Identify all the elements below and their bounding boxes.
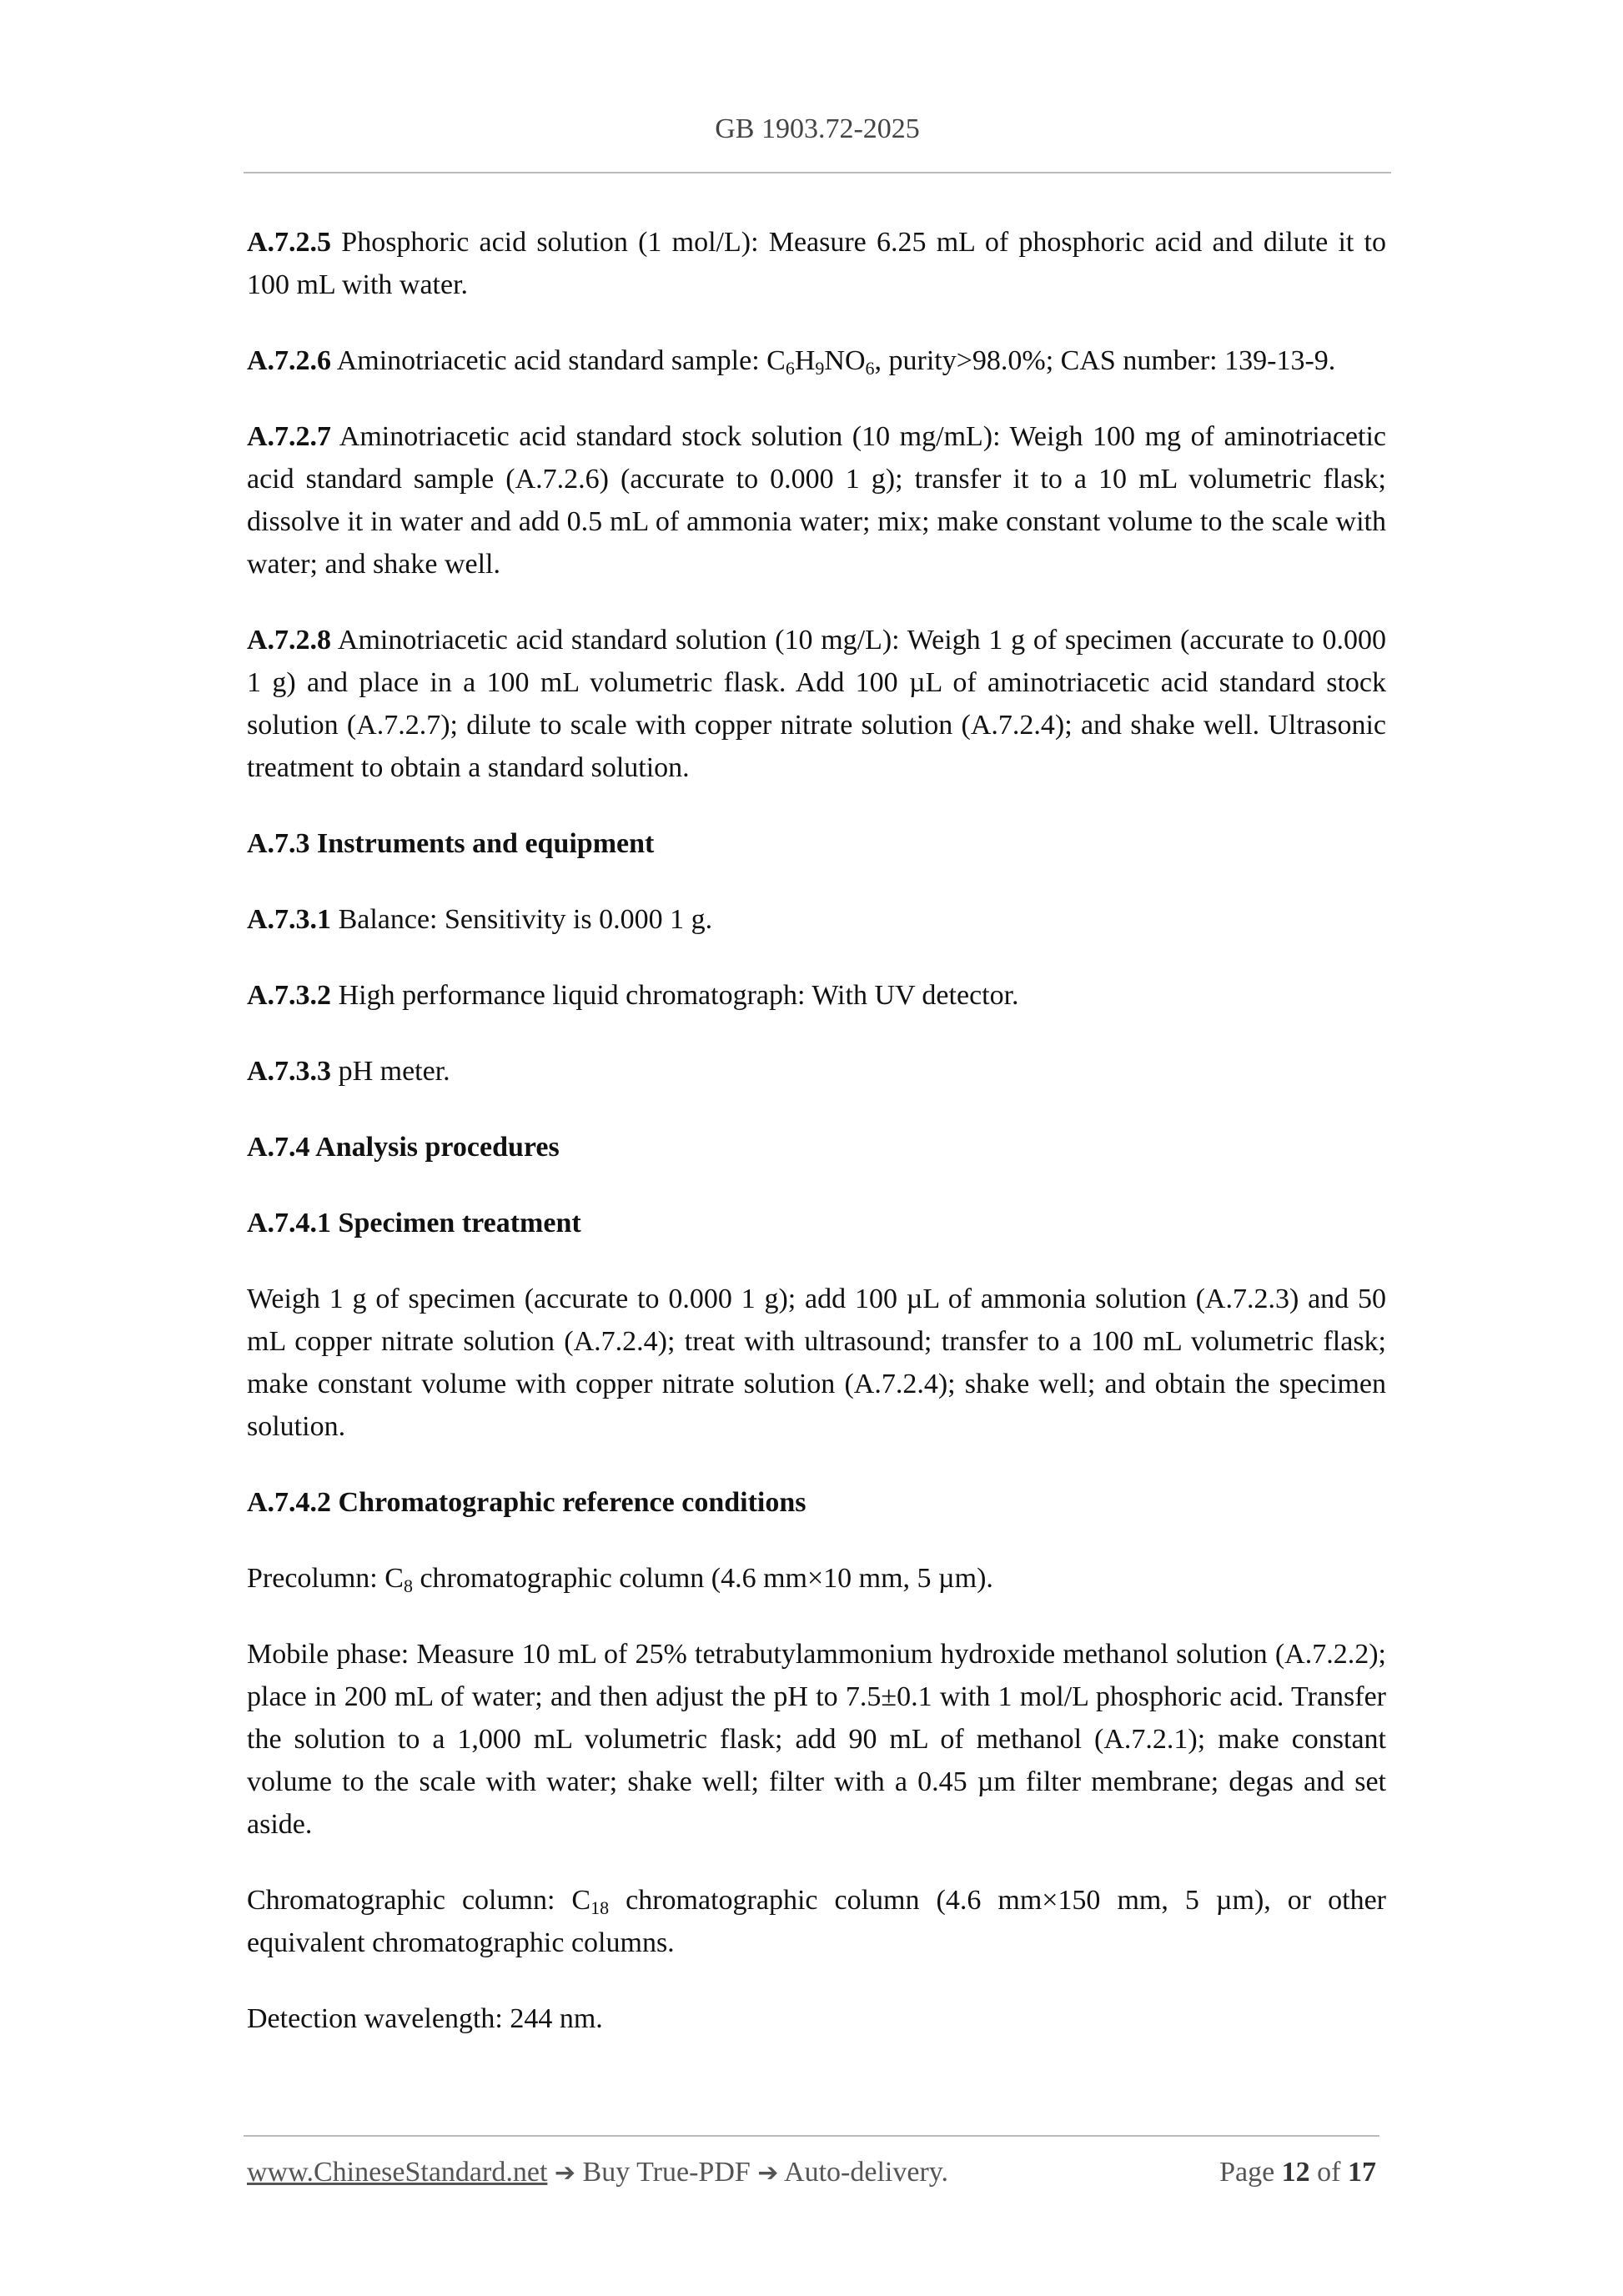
page-label: Page: [1219, 2157, 1275, 2188]
clause-number: A.7.2.8: [247, 625, 332, 656]
arrow-right-icon: ➔: [757, 2158, 779, 2188]
clause-text: High performance liquid chromatograph: With UV detector.: [338, 980, 1019, 1011]
auto-delivery-text: Auto-delivery.: [778, 2157, 949, 2188]
subscript: 9: [815, 358, 825, 379]
clause-text: H: [794, 345, 816, 376]
section-heading-a7-4: A.7.4 Analysis procedures: [247, 1132, 560, 1163]
clause-text: Aminotriacetic acid standard stock solution (10 mg/mL): Weigh 100 mg of aminotriacetic acid standard sample (A.7.2.6) (accurate to 0.000 1 g); transfer it to a 10 mL volumetric flask; dissolve it in water and add 0.5 mL of ammonia water; mix; make constant volume to the scale with water; and shake well.: [247, 421, 1387, 580]
arrow-right-icon: ➔: [554, 2158, 576, 2188]
mobile-phase-text: Mobile phase: Measure 10 mL of 25% tetrabutylammonium hydroxide methanol solution (A.7.2.2); place in 200 mL of water; and then adjust the pH to 7.5±0.1 with 1 mol/L phosphoric acid. Transfer the solution to a 1,000 mL volumetric flask; add 90 mL of methanol (A.7.2.1); make constant volume to the scale with water; shake well; filter with a 0.45 µm filter membrane; degas and set aside.: [247, 1639, 1386, 1840]
subscript: 6: [865, 358, 875, 379]
clause-text: NO: [824, 345, 866, 376]
subscript: 6: [785, 358, 795, 379]
clause-text: chromatographic column (4.6 mm×10 mm, 5 µm).: [412, 1563, 993, 1594]
clause-a7-3-3: [247, 1050, 1386, 1093]
clause-text: Phosphoric acid solution (1 mol/L): Measure 6.25 mL of phosphoric acid and dilute it to 100 mL with water.: [247, 227, 1387, 300]
header-divider: [244, 172, 1391, 173]
clause-a7-3-1: [247, 898, 1386, 941]
wavelength-text: Detection wavelength: 244 nm.: [247, 2003, 603, 2034]
clause-text: , purity>98.0%; CAS number: 139-13-9.: [874, 345, 1336, 376]
clause-text: Aminotriacetic acid standard solution (10 mg/L): Weigh 1 g of specimen (accurate to 0.000 1 g) and place in a 100 mL volumetric flask. Add 100 µL of aminotriacetic acid standard stock solution (A.7.2.7); dilute to scale with copper nitrate solution (A.7.2.4); and shake well. Ultrasonic treatment to obtain a standard solution.: [247, 625, 1386, 783]
subscript: 8: [403, 1575, 413, 1596]
document-body: [247, 221, 1386, 2073]
page-total: 17: [1348, 2157, 1376, 2188]
page-number: 12: [1281, 2157, 1310, 2188]
clause-a7-2-7: [247, 415, 1386, 585]
section-heading-a7-4-2: A.7.4.2 Chromatographic reference conditions: [247, 1487, 806, 1518]
column-text: [247, 1879, 1386, 1964]
buy-true-pdf-text: Buy True-PDF: [575, 2157, 758, 2188]
footer-divider: [244, 2135, 1379, 2137]
clause-a7-2-5: [247, 221, 1386, 306]
clause-number: A.7.2.5: [247, 227, 332, 258]
website-link[interactable]: www.ChineseStandard.net: [247, 2157, 548, 2188]
clause-a7-3-2: [247, 974, 1386, 1017]
clause-text: pH meter.: [338, 1056, 450, 1087]
clause-text: Aminotriacetic acid standard sample: C: [336, 345, 786, 376]
clause-number: A.7.3.1: [247, 904, 332, 935]
section-heading-a7-3: A.7.3 Instruments and equipment: [247, 828, 655, 859]
clause-text: Balance: Sensitivity is 0.000 1 g.: [338, 904, 713, 935]
clause-a7-2-8: [247, 619, 1386, 789]
clause-a7-2-6: [247, 339, 1386, 382]
section-heading-a7-4-1: A.7.4.1 Specimen treatment: [247, 1208, 581, 1238]
footer-links: [247, 2157, 948, 2188]
clause-text: Chromatographic column: C: [247, 1885, 591, 1916]
clause-text: chromatographic column (4.6 mm×150 mm, 5 µm), or other equivalent chromatographic columns.: [247, 1885, 1387, 1958]
clause-number: A.7.2.7: [247, 421, 332, 452]
clause-text: Precolumn: C: [247, 1563, 404, 1594]
clause-number: A.7.2.6: [247, 345, 332, 376]
page-indicator: [1219, 2157, 1376, 2188]
subscript: 18: [590, 1897, 610, 1918]
page-header: GB 1903.72-2025: [715, 113, 920, 144]
clause-number: A.7.3.3: [247, 1056, 332, 1087]
precolumn-text: [247, 1557, 1386, 1600]
clause-number: A.7.3.2: [247, 980, 332, 1011]
of-label: of: [1317, 2157, 1341, 2188]
specimen-treatment-text: Weigh 1 g of specimen (accurate to 0.000 1 g); add 100 µL of ammonia solution (A.7.2.3) and 50 mL copper nitrate solution (A.7.2.4); treat with ultrasound; transfer to a 100 mL volumetric flask; make constant volume with copper nitrate solution (A.7.2.4); shake well; and obtain the specimen solution.: [247, 1284, 1386, 1442]
